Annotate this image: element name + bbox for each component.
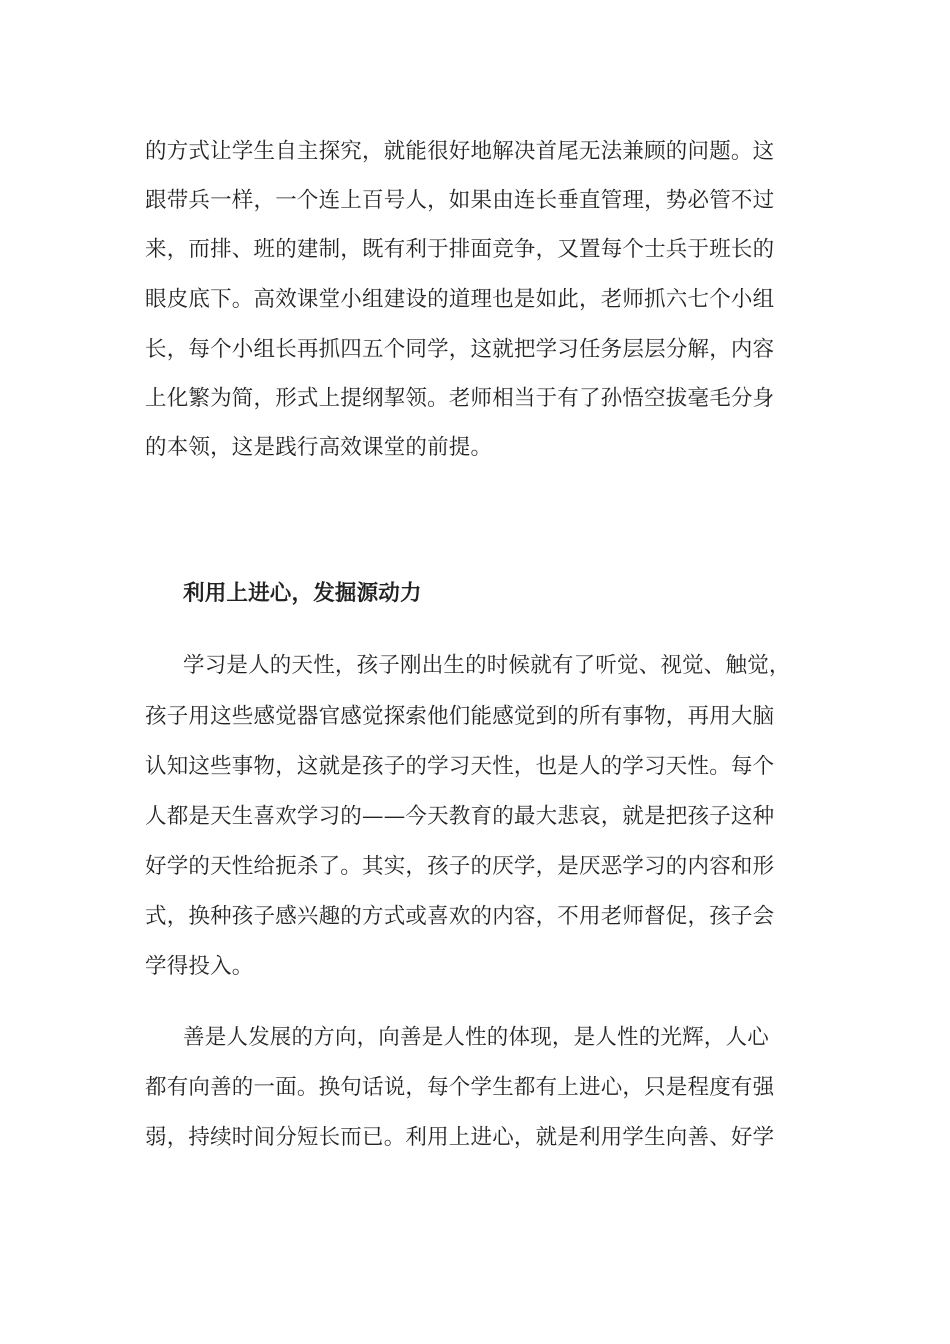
- paragraph-line: 弱，持续时间分短长而已。利用上进心，就是利用学生向善、好学: [145, 1125, 775, 1150]
- paragraph-line: 认知这些事物，这就是孩子的学习天性，也是人的学习天性。每个: [145, 754, 775, 779]
- paragraph-line: 跟带兵一样，一个连上百号人，如果由连长垂直管理，势必管不过: [145, 188, 775, 213]
- paragraph-line: 学得投入。: [145, 954, 254, 979]
- paragraph-line: 眼皮底下。高效课堂小组建设的道理也是如此，老师抓六七个小组: [145, 287, 775, 312]
- paragraph-line: 善是人发展的方向，向善是人性的体现，是人性的光辉，人心: [183, 1025, 769, 1050]
- paragraph-line: 人都是天生喜欢学习的——今天教育的最大悲哀，就是把孩子这种: [145, 804, 775, 829]
- paragraph-line: 上化繁为简，形式上提纲挈领。老师相当于有了孙悟空拔毫毛分身: [145, 386, 775, 411]
- paragraph-line: 来，而排、班的建制，既有利于排面竞争，又置每个士兵于班长的: [145, 237, 775, 262]
- paragraph-line: 长，每个小组长再抓四五个同学，这就把学习任务层层分解，内容: [145, 337, 775, 362]
- paragraph-line: 孩子用这些感觉器官感觉探索他们能感觉到的所有事物，再用大脑: [145, 704, 775, 729]
- paragraph-line: 的方式让学生自主探究，就能很好地解决首尾无法兼顾的问题。这: [145, 139, 775, 164]
- paragraph-line: 的本领，这是践行高效课堂的前提。: [145, 435, 493, 460]
- section-heading: 利用上进心，发掘源动力: [183, 581, 422, 606]
- paragraph-line: 学习是人的天性，孩子刚出生的时候就有了听觉、视觉、触觉，: [183, 653, 791, 678]
- paragraph-line: 式，换种孩子感兴趣的方式或喜欢的内容，不用老师督促，孩子会: [145, 904, 775, 929]
- paragraph-line: 都有向善的一面。换句话说，每个学生都有上进心，只是程度有强: [145, 1075, 775, 1100]
- paragraph-line: 好学的天性给扼杀了。其实，孩子的厌学，是厌恶学习的内容和形: [145, 854, 775, 879]
